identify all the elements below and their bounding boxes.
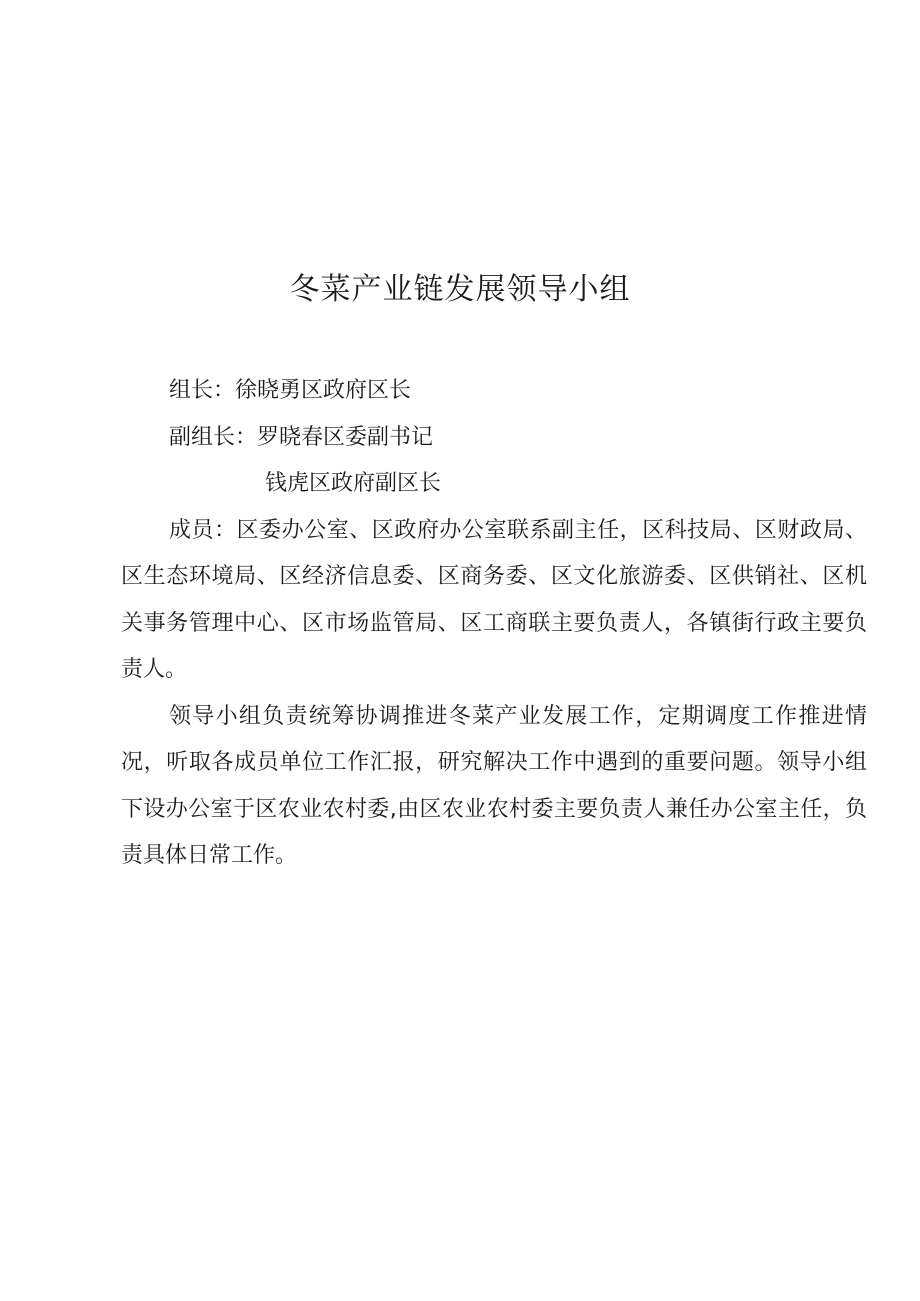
document-body xyxy=(121,368,867,880)
document-title: 冬菜产业链发展领导小组 xyxy=(289,272,631,307)
members-paragraph: 成员：区委办公室、区政府办公室联系副主任，区科技局、区财政局、区生态环境局、区经济信息委、区商务委、区文化旅游委、区供销社、区机关事务管理中心、区市场监管局、区工商联主要负责人，各镇街行政主要负责人。 xyxy=(121,517,867,682)
leader-line: 组长：徐晓勇区政府区长 xyxy=(169,378,412,403)
duties-paragraph: 领导小组负责统筹协调推进冬菜产业发展工作，定期调度工作推进情况，听取各成员单位工作汇报，研究解决工作中遇到的重要问题。领导小组下设办公室于区农业农村委,由区农业农村委主要负责人兼任办公室主任，负责具体日常工作。 xyxy=(121,703,867,868)
deputy-leader-line-2: 钱虎区政府副区长 xyxy=(265,471,442,496)
deputy-leader-line: 副组长：罗晓春区委副书记 xyxy=(169,424,434,450)
